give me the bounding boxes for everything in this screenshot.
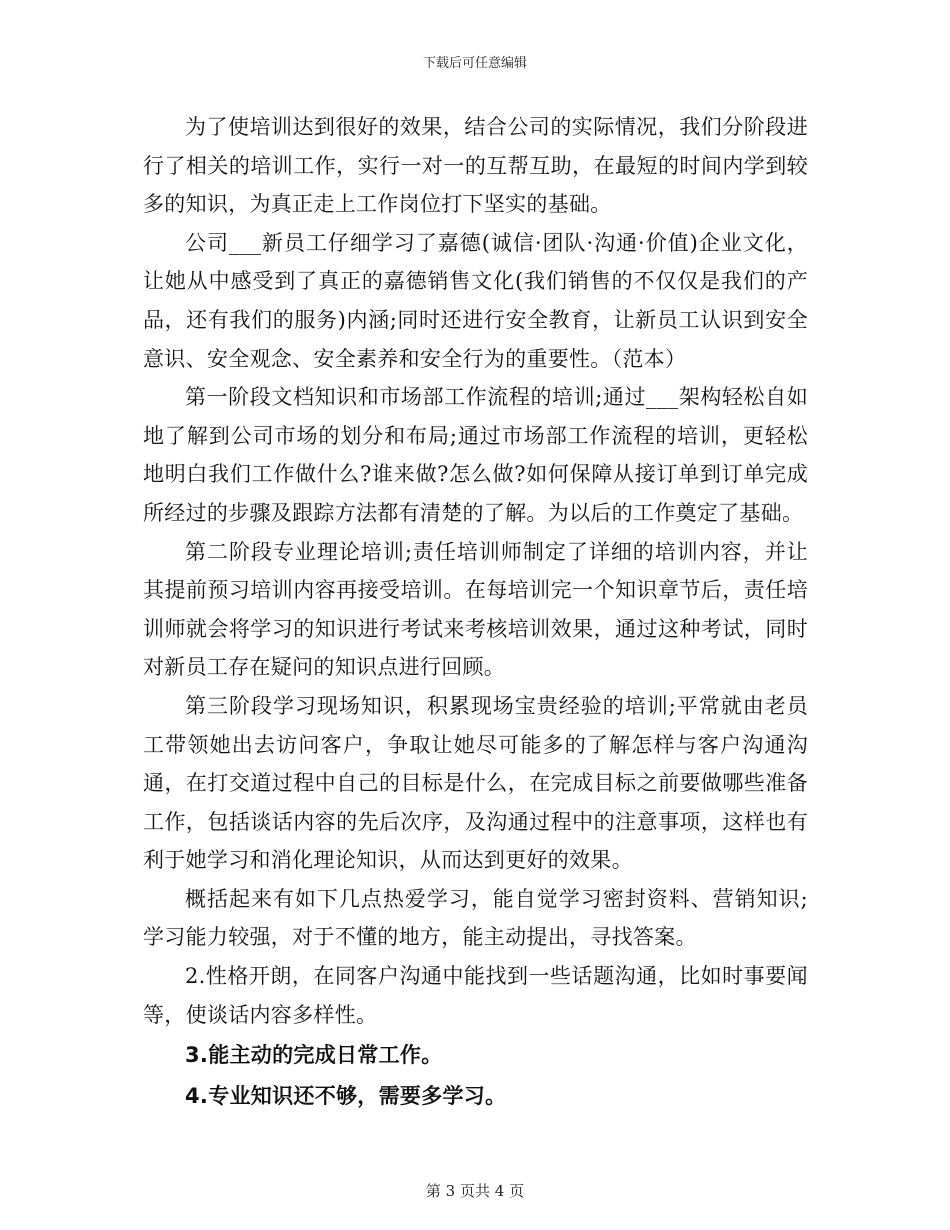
paragraph-company-culture: 公司___新员工仔细学习了嘉德(诚信·团队·沟通·价值)企业文化，让她从中感受到了真正的嘉德销售文化(我们销售的不仅仅是我们的产品，还有我们的服务)内涵;同时还进行安全教育，让新员工认识到安全意识、安全观念、安全素养和安全行为的重要性。（范本） [143,230,808,371]
paragraph-point-two: 2.性格开朗，在同客户沟通中能找到一些话题沟通，比如时事要闻等，使谈话内容多样性。 [143,964,808,1027]
paragraph-training-intro: 为了使培训达到很好的效果，结合公司的实际情况，我们分阶段进行了相关的培训工作，实行一对一的互帮互助，在最短的时间内学到较多的知识，为真正走上工作岗位打下坚实的基础。 [143,115,808,217]
bold-point-four: 4.专业知识还不够，需要多学习。 [185,1083,507,1108]
paragraph-stage-one: 第一阶段文档知识和市场部工作流程的培训;通过___架构轻松自如地了解到公司市场的划分和布局;通过市场部工作流程的培训，更轻松地明白我们工作做什么?谁来做?怎么做?如何保障从接订单到订单完成所经过的步骤及跟踪方法都有清楚的了解。为以后的工作奠定了基础。 [143,385,808,525]
page-footer: 第 3 页共 4 页 [425,1182,525,1200]
paragraph-summary: 概括起来有如下几点热爱学习，能自觉学习密封资料、营销知识;学习能力较强，对于不懂的地方，能主动提出，寻找答案。 [143,886,808,950]
document-body [143,108,808,1115]
page-header: 下载后可任意编辑 [422,56,527,71]
paragraph-stage-two: 第二阶段专业理论培训;责任培训师制定了详细的培训内容，并让其提前预习培训内容再接受培训。在每培训完一个知识章节后，责任培训师就会将学习的知识进行考试来考核培训效果，通过这种考试，同时对新员工存在疑问的知识点进行回顾。 [143,539,808,680]
paragraph-stage-three: 第三阶段学习现场知识，积累现场宝贵经验的培训;平常就由老员工带领她出去访问客户，争取让她尽可能多的了解怎样与客户沟通沟通，在打交道过程中自己的目标是什么，在完成目标之前要做哪些准备工作，包括谈话内容的先后次序，及沟通过程中的注意事项，这样也有利于她学习和消化理论知识，从而达到更好的效果。 [143,693,808,873]
bold-point-three: 3.能主动的完成日常工作。 [185,1043,443,1068]
